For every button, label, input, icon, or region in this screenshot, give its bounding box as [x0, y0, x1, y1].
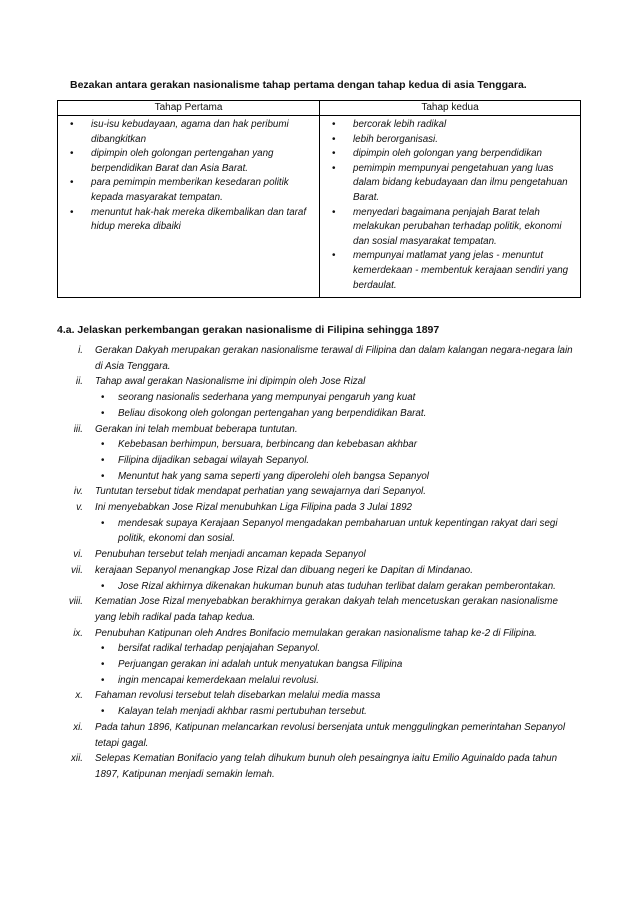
- list-item: [57, 500, 577, 547]
- sub-list: [95, 437, 577, 484]
- list-item: [57, 720, 577, 751]
- item-text: Tahap awal gerakan Nasionalisme ini dipimpin oleh Jose Rizal: [95, 376, 366, 388]
- section1-title: Bezakan antara gerakan nasionalisme tahap pertama dengan tahap kedua di asia Tenggara.: [70, 79, 527, 91]
- list-item: [57, 594, 577, 625]
- section2-title: 4.a. Jelaskan perkembangan gerakan nasionalisme di Filipina sehingga 1897: [57, 324, 440, 336]
- list-item: [57, 374, 577, 421]
- item-text: Penubuhan Katipunan oleh Andres Bonifacio memulakan gerakan nasionalisme tahap ke-2 di Filipina.: [95, 627, 537, 639]
- item-text: Gerakan ini telah membuat beberapa tuntutan.: [95, 423, 298, 435]
- tahap-kedua-list: [324, 118, 574, 293]
- item-number: iii.: [73, 423, 83, 435]
- item-number: i.: [78, 345, 83, 356]
- sub-item: • bersifat radikal terhadap penjajahan Sepanyol.: [95, 641, 577, 657]
- list-item: [57, 422, 577, 485]
- list-item: • bercorak lebih radikal: [324, 118, 574, 133]
- sub-list: [95, 641, 577, 688]
- item-number: vi.: [73, 549, 83, 561]
- list-item: • dipimpin oleh golongan yang berpendidikan: [324, 147, 574, 162]
- list-item: • menyedari bagaimana penjajah Barat telah melakukan perubahan terhadap politik, ekonomi dan sosial masyarakat tempatan.: [324, 206, 574, 250]
- item-text: Penubuhan tersebut telah menjadi ancaman kepada Sepanyol: [95, 549, 366, 561]
- list-item: • mempunyai matlamat yang jelas - menuntut kemerdekaan - membentuk kerajaan sendiri yang berdaulat.: [324, 249, 574, 293]
- list-item: [57, 343, 577, 374]
- sub-item: • ingin mencapai kemerdekaan melalui revolusi.: [95, 673, 577, 689]
- sub-item: • Kalayan telah menjadi akhbar rasmi pertubuhan tersebut.: [95, 704, 577, 720]
- sub-list: [95, 579, 577, 595]
- item-text: Gerakan Dakyah merupakan gerakan nasionalisme terawal di Filipina dan dalam kalangan negara-negara lain di Asia Tenggara.: [95, 345, 573, 372]
- list-item: • pemimpin mempunyai pengetahuan yang luas dalam bidang kebudayaan dan ilmu pengetahuan Barat.: [324, 162, 574, 206]
- tahap-pertama-list: [62, 118, 313, 235]
- item-text: Kematian Jose Rizal menyebabkan berakhirnya gerakan dakyah telah mencetuskan gerakan nasionalisme yang lebih radikal pada tahap kedua.: [95, 596, 558, 623]
- item-number: xi.: [73, 721, 83, 733]
- tahap-pertama-cell: [58, 116, 320, 298]
- item-text: Fahaman revolusi tersebut telah disebarkan melalui media massa: [95, 690, 381, 702]
- list-item: [57, 751, 577, 782]
- item-number: vii.: [71, 564, 83, 576]
- item-number: iv.: [73, 486, 83, 498]
- item-number: x.: [75, 690, 83, 702]
- sub-item: • seorang nasionalis sederhana yang mempunyai pengaruh yang kuat: [95, 390, 577, 406]
- list-item: [57, 626, 577, 689]
- item-text: Tuntutan tersebut tidak mendapat perhatian yang sewajarnya dari Sepanyol.: [95, 486, 426, 498]
- item-number: viii.: [68, 596, 83, 608]
- column-header-tahap-pertama: Tahap Pertama: [58, 101, 320, 116]
- item-number: ii.: [75, 376, 83, 388]
- item-text: Selepas Kematian Bonifacio yang telah dihukum bunuh oleh pesaingnya iaitu Emilio Aguinaldo pada tahun 1897, Katipunan menjadi semakin lemah.: [95, 753, 558, 780]
- list-item: [57, 484, 577, 500]
- sub-item: • Menuntut hak yang sama seperti yang diperolehi oleh bangsa Sepanyol: [95, 469, 577, 485]
- list-item: [57, 563, 577, 594]
- item-number: ix.: [73, 627, 83, 639]
- tahap-kedua-cell: [320, 116, 581, 298]
- sub-item: • Beliau disokong oleh golongan pertengahan yang berpendidikan Barat.: [95, 406, 577, 422]
- table-header-row: [58, 101, 581, 116]
- sub-list: [95, 516, 577, 547]
- sub-item: • Perjuangan gerakan ini adalah untuk menyatukan bangsa Filipina: [95, 657, 577, 673]
- sub-item: • mendesak supaya Kerajaan Sepanyol mengadakan pembaharuan untuk kepentingan rakyat dari segi politik, ekonomi dan sosial.: [95, 516, 577, 547]
- column-header-tahap-kedua: Tahap kedua: [320, 101, 581, 116]
- item-number: v.: [76, 502, 83, 514]
- sub-list: [95, 704, 577, 720]
- sub-item: • Jose Rizal akhirnya dikenakan hukuman bunuh atas tuduhan terlibat dalam gerakan pemberontakan.: [95, 579, 577, 595]
- sub-list: [95, 390, 577, 421]
- item-text: kerajaan Sepanyol menangkap Jose Rizal dan dibuang negeri ke Dapitan di Mindanao.: [95, 564, 473, 576]
- sub-item: • Kebebasan berhimpun, bersuara, berbincang dan kebebasan akhbar: [95, 437, 577, 453]
- comparison-table: [57, 100, 581, 298]
- item-text: Ini menyebabkan Jose Rizal menubuhkan Liga Filipina pada 3 Julai 1892: [95, 502, 412, 514]
- item-text: Pada tahun 1896, Katipunan melancarkan revolusi bersenjata untuk menggulingkan pemerintahan Sepanyol tetapi gagal.: [95, 721, 566, 749]
- list-item: • lebih berorganisasi.: [324, 133, 574, 148]
- list-item: [57, 688, 577, 719]
- sub-item: • Filipina dijadikan sebagai wilayah Sepanyol.: [95, 453, 577, 469]
- table-row: [58, 116, 581, 298]
- list-item: [57, 547, 577, 563]
- item-number: xii.: [71, 753, 83, 765]
- list-item: • menuntut hak-hak mereka dikembalikan dan taraf hidup mereka dibaiki: [62, 206, 313, 235]
- development-list: [57, 343, 577, 783]
- list-item: • dipimpin oleh golongan pertengahan yang berpendidikan Barat dan Asia Barat.: [62, 147, 313, 176]
- list-item: • isu-isu kebudayaan, agama dan hak peribumi dibangkitkan: [62, 118, 313, 147]
- list-item: • para pemimpin memberikan kesedaran politik kepada masyarakat tempatan.: [62, 176, 313, 205]
